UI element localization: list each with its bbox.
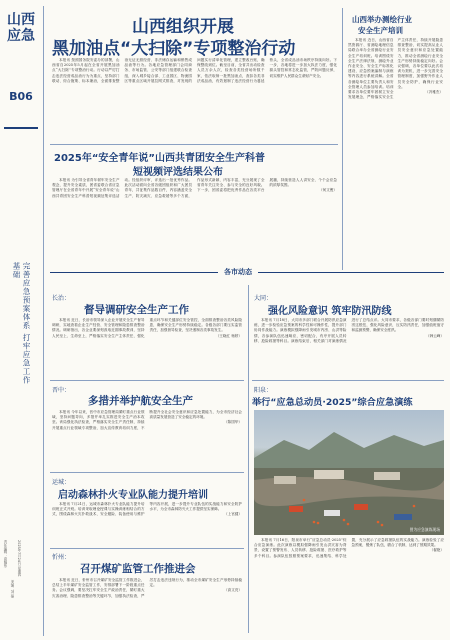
masthead-name: 山西应急 <box>7 12 35 44</box>
changzhi-region: 长治： <box>52 295 71 302</box>
jinzhong-body: 本报讯 今年以来，晋中市应急管理局紧盯重点行业领域，坚持问题导向，多措并举扎实推进安全生产治本攻坚。该局强化执法检查，严格落实安全生产责任制，持续开展重点行业领域专项整治，加大宣传教育培训力度，不断提升全社会安全意识和应急处置能力，为全市经济社会高质量发展营造了安全稳定的环境。 （陈国华） <box>52 410 242 430</box>
yuncheng-body: 本报讯 7月21日，运城市森林扑火专业队能力提升培训班正式开班。培训采取理论授课与实操训练相结合的方式，围绕森林火灾扑救战术、安全避险、装备使用与维护等内容开展，进一步提升专业队伍的实战能力和安全防护水平，为全市森林防灭火工作提供坚实保障。 （上官健） <box>52 502 242 517</box>
second-story-body: 本报讯 为引导全省青年树牢安全生产观念，提升安全素质，团省委联合省应急管理厅在全省青年中开展“安全青年说”山西共青团安全生产科普短视频征集评选活动。经组织评审，评选出一批优秀作品。此次活动面向全省各级团组织和广大团员青年，共征集作品数百件，内容涵盖安全生产、防灾减灾、应急救援等多个方面，作品形式新颖、内容丰富，充分展现了全省青年关注安全、参与安全的良好风貌。下一步，团省委将把优秀作品在各类平台展播，持续营造人人讲安全、个个会应急的浓厚氛围。 （何文俊） <box>52 178 337 198</box>
yangquan-region: 阳泉： <box>254 387 273 394</box>
right-top-title-line2: 安全生产培训 <box>358 26 403 35</box>
photo-vehicle <box>324 510 340 516</box>
lead-title-line1: 山西组织开展 <box>132 17 234 37</box>
changzhi-title: 督导调研安全生产工作 <box>84 304 189 316</box>
photo-vehicle <box>354 504 368 510</box>
local-news-divider <box>248 285 249 633</box>
photo-building <box>274 476 296 484</box>
photo-building <box>374 472 400 480</box>
right-top-body: 本报讯 近日，山西省自然资源厅、省测绘地理信息局联合举办全省测绘行业安全生产培训班。培训围绕安全生产法律法规、测绘外业作业安全、安全生产标准化建设、应急预案编制与演练等内容进行系统讲解。全省各测绘单位主要负责人和安全管理人员参加培训。培训要求各单位要牢固树立安全发展理念，严格落实安全生产主体责任，持续开展隐患排查整治，切实提高从业人员安全意识和应急处置能力，推动全省测绘行业安全生产形势持续稳定向好。会议强调，各单位要以此次培训为契机，进一步完善安全管理制度，加强野外作业人员安全防护，确保行业安全。 （冯雅杰） <box>348 38 443 100</box>
yangquan-top-rule <box>252 380 444 381</box>
photo-mountains <box>254 432 444 470</box>
masthead-slogan: 完善应急预案体系 打牢应急工作基础 <box>12 262 31 385</box>
xinzhou-region: 忻州： <box>52 554 71 561</box>
lead-bottom-rule <box>50 144 338 145</box>
datong-title: 强化风险意识 筑牢防汛防线 <box>268 306 392 317</box>
right-column-divider <box>342 8 343 270</box>
drill-photo <box>254 410 444 535</box>
masthead-column <box>0 0 42 640</box>
photo-vehicle <box>289 506 303 512</box>
drill-photo-caption: 图为应急演练现场 <box>409 527 440 532</box>
footer-date: 2025年7月24日 星期四 <box>17 540 21 577</box>
yuncheng-title: 启动森林扑火专业队能力提升培训 <box>58 490 208 501</box>
jinzhong-title: 多措并举护航安全生产 <box>88 395 193 407</box>
yangquan-title: 举行“应急总动员·2025”综合应急演练 <box>252 397 413 408</box>
yuncheng-region: 运城： <box>52 479 71 486</box>
drill-photo-scene <box>254 410 444 535</box>
photo-building <box>314 470 344 479</box>
lead-body: 本报讯 按照国务院安委办的部署，山西省自2025年5月起在全省开展黑加油点“大扫除”专项整治行动。行动以严厉打击违法经营成品油行为为重点，坚持部门联动、综合施策、标本兼治，全面排查整治无证无照经营、非法储存运输和销售成品油等行为。各地应急管理部门会同商务、市场监管、公安等部门组建联合检查组，深入城乡接合部、工业园区、物流园区等重点区域开展拉网式排查，对发现的问题实行清单化管理，建立整改台账，确保整改到位。截至目前，全省共出动检查人员万余人次，检查各类经营场所数千家，依法取缔一批黑加油点，查扣各类非法成品油，有效遏制了违法经营行为蔓延势头，全省成品油市场秩序持续向好。下一步，各地将进一步加大执法力度，强化源头管控和常态化监管，严防问题反弹，切实维护人民群众生命财产安全。 <box>52 58 337 83</box>
right-top-title-line1: 山西举办测绘行业 <box>352 15 412 24</box>
xinzhou-body: 本报讯 近日，忻州市召开煤矿安全监管工作推进会，总结上半年煤矿安全监管工作，安排部署下一阶段重点任务。会议强调，要坚决扛牢安全生产政治责任，紧盯重大灾害治理、隐患排查整治等关键环节，加强执法检查，严厉打击违法违规行为，推动全市煤矿安全生产形势持续稳定。 （高文亮） <box>52 578 242 598</box>
lead-title-line2: 黑加油点“大扫除”专项整治行动 <box>52 39 296 59</box>
second-story-title-line1: 2025年“安全青年说”山西共青团安全生产科普 <box>54 153 265 164</box>
jinzhong-top-rule <box>50 380 244 381</box>
second-story-title-line2: 短视频评选结果公布 <box>133 167 223 178</box>
yangquan-body: 本报讯 7月16日，阳泉市举行“应急总动员·2025”综合应急演练。此次演练以模拟强降雨引发山洪灾害为背景，设置了预警发布、人员转移、抢险救援、医疗救护等多个科目。参演队伍按照预案要求，迅速集结、科学处置，充分展示了应急救援队伍的实战能力。演练检验了应急预案，锻炼了队伍，磨合了机制，达到了预期效果。 （翟艳） <box>254 538 444 558</box>
datong-body: 本报讯 7月18日，大同市多部门联合开展防汛应急演练，进一步检验应急预案的科学性和可操作性，提升部门协同作战能力。演练模拟强降雨引发城市内涝、山洪等险情，各参演队伍迅速响应，密切配合，有序开展人员转移、抢险救援等科目。演练结束后，相关部门对演练情况进行了总结点评。大同市要求，各级各部门要时刻绷紧防汛这根弦，强化风险意识，压实防汛责任，加强值班值守和监测预警，确保安全度汛。 （韩云峰） <box>254 318 444 343</box>
masthead-page-number: B06 <box>9 90 33 103</box>
datong-region: 大同： <box>254 295 273 302</box>
section-divider-label: 各市动态 <box>218 265 258 279</box>
jinzhong-region: 晋中： <box>52 387 71 394</box>
yuncheng-top-rule <box>50 472 244 473</box>
footer-layout: 美编：刘 强 <box>10 580 14 599</box>
footer-editor: 责任编辑：高耀彤 <box>3 540 7 568</box>
changzhi-body: 本报讯 近日，长治市领导深入企业开展安全生产督导调研，实地查看企业生产经营、安全管理和隐患排查整治情况。调研指出，各企业要深刻汲取近期事故教训，坚持人民至上、生命至上，严格落实安全生产主体责任，强化重点环节和关键部位安全管控，全面排查整治各类风险隐患，确保安全生产形势持续稳定。各级各部门要压实监管责任，加强督导检查，坚决遏制各类事故发生。 （王晓红 杨婷） <box>52 318 242 338</box>
masthead-rule <box>4 127 38 129</box>
xinzhou-top-rule <box>50 548 244 549</box>
photo-vehicle <box>394 514 412 520</box>
xinzhou-title: 召开煤矿监管工作推进会 <box>80 563 196 575</box>
masthead-divider <box>43 6 44 636</box>
